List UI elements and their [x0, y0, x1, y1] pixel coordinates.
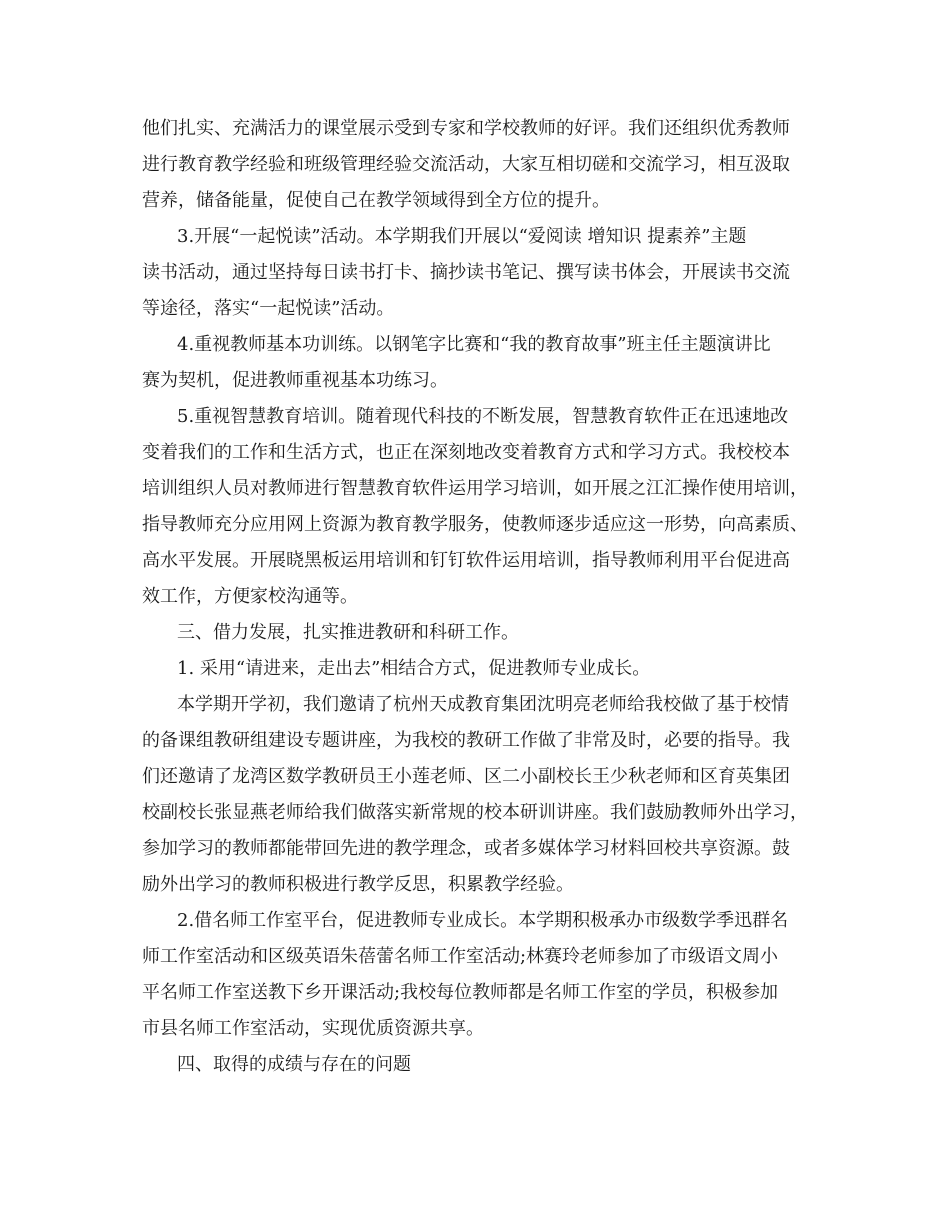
- text-line: 高水平发展。开展晓黑板运用培训和钉钉软件运用培训，指导教师利用平台促进高: [142, 550, 790, 571]
- text-line: 5.重视智慧教育培训。随着现代科技的不断发展，智慧教育软件正在迅速地改: [177, 406, 789, 427]
- text-line: 等途径，落实“一起悦读”活动。: [142, 298, 395, 319]
- text-line: 3.开展“一起悦读”活动。本学期我们开展以“爱阅读 增知识 提素养”主题: [177, 226, 747, 247]
- text-line: 平名师工作室送教下乡开课活动;我校每位教师都是名师工作室的学员，积极参加: [142, 982, 779, 1003]
- text-line: 读书活动，通过坚持每日读书打卡、摘抄读书笔记、撰写读书体会，开展读书交流: [142, 262, 790, 283]
- text-line: 2.借名师工作室平台，促进教师专业成长。本学期积极承办市级数学季迅群名: [177, 910, 789, 931]
- text-line: 本学期开学初，我们邀请了杭州天成教育集团沈明亮老师给我校做了基于校情: [177, 694, 789, 715]
- text-line: 营养，储备能量，促使自己在教学领域得到全方位的提升。: [142, 190, 610, 211]
- text-line: 师工作室活动和区级英语朱蓓蕾名师工作室活动;林赛玲老师参加了市级语文周小: [142, 946, 779, 967]
- text-line: 4.重视教师基本功训练。以钢笔字比赛和“我的教育故事”班主任主题演讲比: [177, 334, 771, 355]
- text-line: 培训组织人员对教师进行智慧教育软件运用学习培训，如开展之江汇操作使用培训，: [142, 478, 808, 499]
- text-line: 效工作，方便家校沟通等。: [142, 586, 358, 607]
- text-line: 励外出学习的教师积极进行教学反思，积累教学经验。: [142, 874, 574, 895]
- text-line: 1. 采用“请进来，走出去”相结合方式，促进教师专业成长。: [177, 658, 651, 679]
- text-line: 变着我们的工作和生活方式，也正在深刻地改变着教育方式和学习方式。我校校本: [142, 442, 790, 463]
- text-line: 参加学习的教师都能带回先进的教学理念，或者多媒体学习材料回校共享资源。鼓: [142, 838, 790, 859]
- text-line: 们还邀请了龙湾区数学教研员王小莲老师、区二小副校长王少秋老师和区育英集团: [142, 766, 790, 787]
- section-heading: 四、取得的成绩与存在的问题: [177, 1054, 411, 1075]
- text-line: 校副校长张显燕老师给我们做落实新常规的校本研训讲座。我们鼓励教师外出学习，: [142, 802, 808, 823]
- text-line: 指导教师充分应用网上资源为教育教学服务，使教师逐步适应这一形势，向高素质、: [142, 514, 808, 535]
- text-line: 进行教育教学经验和班级管理经验交流活动，大家互相切磋和交流学习，相互汲取: [142, 154, 790, 175]
- text-line: 他们扎实、充满活力的课堂展示受到专家和学校教师的好评。我们还组织优秀教师: [142, 118, 790, 139]
- text-line: 赛为契机，促进教师重视基本功练习。: [142, 370, 448, 391]
- text-line: 市县名师工作室活动，实现优质资源共享。: [142, 1018, 484, 1039]
- text-line: 的备课组教研组建设专题讲座，为我校的教研工作做了非常及时，必要的指导。我: [142, 730, 790, 751]
- section-heading: 三、借力发展，扎实推进教研和科研工作。: [177, 622, 519, 643]
